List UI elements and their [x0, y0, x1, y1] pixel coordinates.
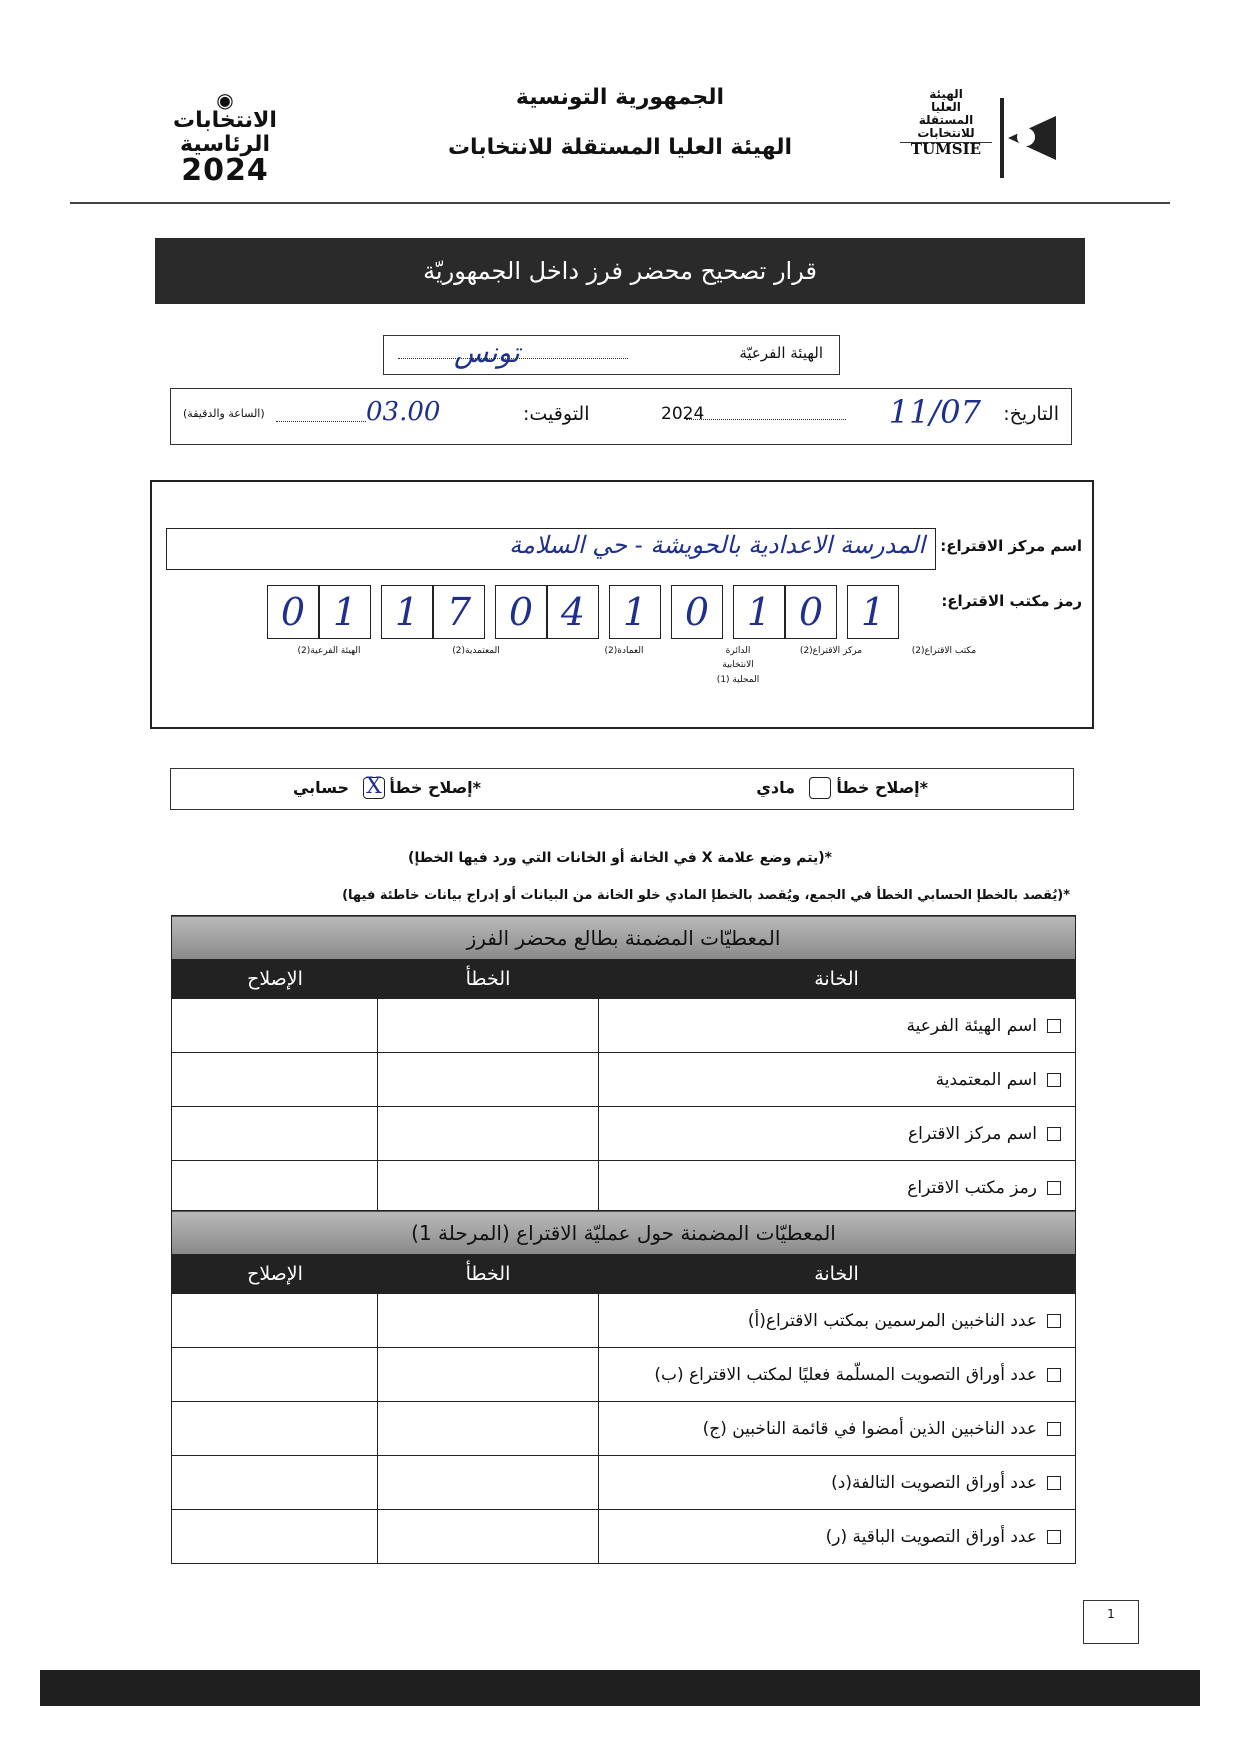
form-title: قرار تصحيح محضر فرز داخل الجمهوريّة: [155, 238, 1085, 304]
time-note: (الساعة والدقيقة): [183, 407, 265, 420]
code-digit[interactable]: 0: [495, 585, 547, 639]
table-row: اسم المعتمدية: [172, 1053, 1075, 1107]
arith-word: حسابي: [292, 778, 349, 797]
row-checkbox[interactable]: [1047, 1073, 1061, 1087]
table-row: عدد أوراق التصويت التالفة(د): [172, 1456, 1075, 1510]
footer-bar: [40, 1670, 1200, 1706]
material-checkbox[interactable]: [809, 777, 831, 799]
code-digit[interactable]: 0: [267, 585, 319, 639]
code-digits: [267, 585, 899, 639]
caption-center: مركز الاقتراع(2): [799, 646, 863, 656]
code-digit[interactable]: 1: [381, 585, 433, 639]
note-mark: *(يتم وضع علامة X في الخانة أو الخانات التي ورد فيها الخطإ): [408, 850, 832, 866]
section1-header: [172, 959, 1075, 999]
col-fix: الإصلاح: [247, 1263, 303, 1285]
date-time-box: [170, 388, 1072, 445]
table-row: عدد أوراق التصويت الباقية (ر): [172, 1510, 1075, 1564]
time-value[interactable]: 03.00: [366, 397, 441, 427]
row-checkbox[interactable]: [1047, 1530, 1061, 1544]
eye-icon: ◉: [216, 88, 234, 112]
elections-2024-logo: ◉ الانتخابات الرئاسية 2024: [165, 90, 285, 186]
caption-delegation: المعتمدية(2): [452, 646, 500, 656]
section2-header: [172, 1254, 1075, 1294]
center-field[interactable]: [166, 528, 936, 570]
col-error: الخطأ: [465, 1263, 511, 1285]
caption-office: مكتب الاقتراع(2): [911, 646, 977, 656]
code-digit[interactable]: 1: [609, 585, 661, 639]
caption-imada: العمادة(2): [604, 646, 644, 656]
table-row: عدد الناخبين المرسمين بمكتب الاقتراع(أ): [172, 1294, 1075, 1348]
row-checkbox[interactable]: [1047, 1181, 1061, 1195]
center-value[interactable]: المدرسة الاعدادية بالحويشة - حي السلامة: [509, 531, 925, 559]
code-digit[interactable]: 7: [433, 585, 485, 639]
fix-cell[interactable]: [172, 1402, 377, 1455]
code-digit[interactable]: 0: [671, 585, 723, 639]
material-label: *إصلاح خطأ: [836, 778, 928, 797]
branch-label: الهيئة الفرعيّة: [739, 344, 823, 362]
fix-cell[interactable]: [172, 999, 377, 1052]
col-field: الخانة: [814, 1263, 859, 1285]
error-cell[interactable]: [377, 1510, 598, 1563]
fix-cell[interactable]: [172, 1294, 377, 1347]
row-checkbox[interactable]: [1047, 1476, 1061, 1490]
error-cell[interactable]: [377, 1107, 598, 1160]
header-divider: [70, 202, 1170, 204]
row-checkbox[interactable]: [1047, 1314, 1061, 1328]
table-row: عدد الناخبين الذين أمضوا في قائمة الناخبين (ج): [172, 1402, 1075, 1456]
fix-cell[interactable]: [172, 1161, 377, 1214]
caption-branch: الهيئة الفرعية(2): [297, 646, 361, 656]
code-label: رمز مكتب الاقتراع:: [941, 592, 1082, 610]
fix-cell[interactable]: [172, 1107, 377, 1160]
error-cell[interactable]: [377, 1294, 598, 1347]
section2-table: [171, 1210, 1076, 1564]
material-word: مادي: [756, 778, 795, 797]
error-cell[interactable]: [377, 1456, 598, 1509]
error-cell[interactable]: [377, 1348, 598, 1401]
table-row: عدد أوراق التصويت المسلّمة فعليًا لمكتب الاقتراع (ب): [172, 1348, 1075, 1402]
section2-title: المعطيّات المضمنة حول عمليّة الاقتراع (المرحلة 1): [172, 1211, 1075, 1254]
table-row: اسم مركز الاقتراع: [172, 1107, 1075, 1161]
date-label: التاريخ:: [1003, 403, 1059, 425]
error-type-box: [170, 768, 1074, 810]
section1-table: [171, 915, 1076, 1215]
col-field: الخانة: [814, 968, 859, 990]
error-cell[interactable]: [377, 1402, 598, 1455]
table-row: اسم الهيئة الفرعية: [172, 999, 1075, 1053]
code-digit[interactable]: 4: [547, 585, 599, 639]
section1-title: المعطيّات المضمنة بطالع محضر الفرز: [172, 916, 1075, 959]
code-digit[interactable]: 1: [319, 585, 371, 639]
error-cell[interactable]: [377, 999, 598, 1052]
page-number: 1: [1083, 1600, 1139, 1644]
time-label: التوقيت:: [523, 403, 590, 425]
col-error: الخطأ: [465, 968, 511, 990]
row-checkbox[interactable]: [1047, 1127, 1061, 1141]
table-row: رمز مكتب الاقتراع: [172, 1161, 1075, 1215]
branch-box: [383, 335, 840, 375]
error-cell[interactable]: [377, 1053, 598, 1106]
center-label: اسم مركز الاقتراع:: [940, 537, 1082, 555]
caption-district: الدائرة الانتخابية المحلية (1): [716, 646, 760, 685]
fix-cell[interactable]: [172, 1510, 377, 1563]
date-value[interactable]: 11/07: [888, 393, 981, 431]
branch-value[interactable]: تونس: [454, 336, 520, 369]
republic-title: الجمهورية التونسية: [515, 85, 725, 110]
polling-box: [150, 480, 1094, 729]
code-digit[interactable]: 0: [785, 585, 837, 639]
note-definitions: *(يُقصد بالخطإ الحسابي الخطأ في الجمع، ويُقصد بالخطإ المادي خلو الخانة من البيانات أو إدراج بيانات خاطئة فيها): [342, 888, 1070, 903]
date-year: 2024: [661, 404, 705, 424]
arith-label: *إصلاح خطأ: [389, 778, 481, 797]
col-fix: الإصلاح: [247, 968, 303, 990]
code-digit[interactable]: 1: [847, 585, 899, 639]
fix-cell[interactable]: [172, 1456, 377, 1509]
arith-checkbox[interactable]: X: [363, 777, 385, 799]
code-digit[interactable]: 1: [733, 585, 785, 639]
isie-logo: الهيئة العليا المستقلة للانتخابات TUMSIE: [900, 88, 1065, 188]
row-checkbox[interactable]: [1047, 1422, 1061, 1436]
row-checkbox[interactable]: [1047, 1019, 1061, 1033]
authority-title: الهيئة العليا المستقلة للانتخابات: [447, 135, 793, 160]
fix-cell[interactable]: [172, 1348, 377, 1401]
error-cell[interactable]: [377, 1161, 598, 1214]
row-checkbox[interactable]: [1047, 1368, 1061, 1382]
fix-cell[interactable]: [172, 1053, 377, 1106]
